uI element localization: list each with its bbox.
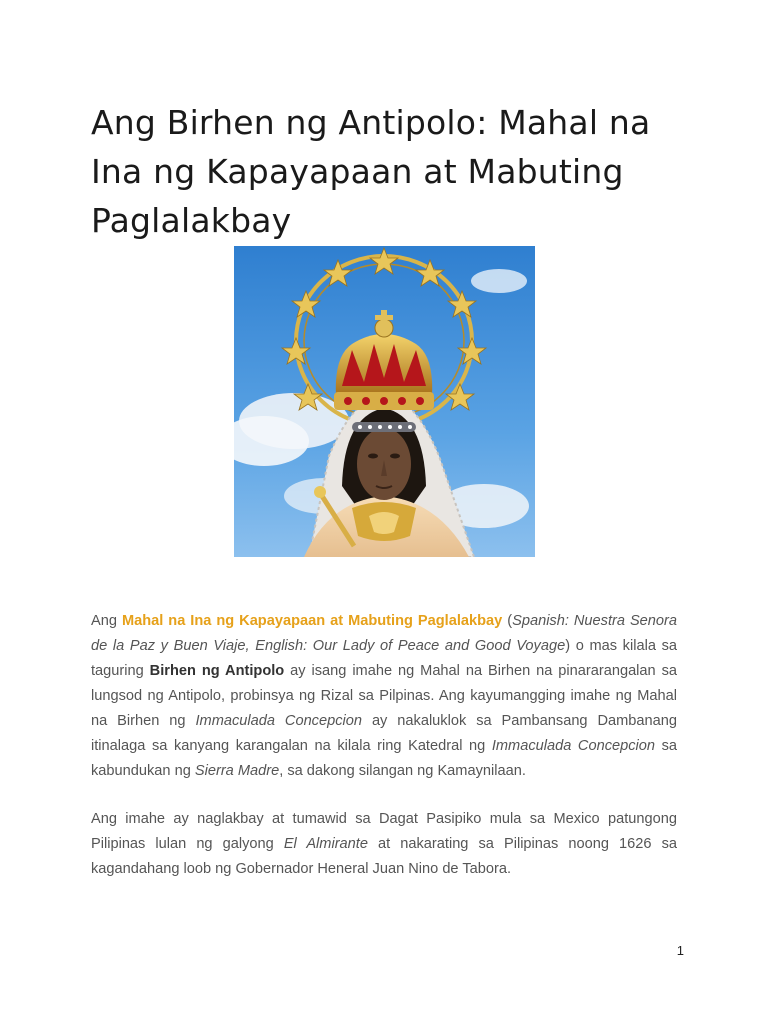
paragraph-text: sa kabundukan ng [91, 738, 677, 779]
paragraph-text: Ang [91, 613, 122, 629]
paragraph-text: ay nakaluklok sa Pambansang Dambanang itinalaga sa kanyang karangalan na kilala ring Katedral ng [91, 713, 677, 754]
popular-name: Birhen ng Antipolo [149, 663, 285, 679]
alternate-names: Spanish: Nuestra Senora de la Paz y Buen Viaje, English: Our Lady of Peace and Good Voyage [91, 613, 678, 654]
paragraph-history [91, 807, 677, 882]
highlighted-title-link[interactable]: Mahal na Ina ng Kapayapaan at Mabuting Paglalakbay [121, 613, 503, 629]
virgin-antipolo-image [234, 246, 535, 557]
page-number: 1 [676, 943, 684, 958]
paragraph-text: ) o mas kilala sa taguring [91, 638, 677, 679]
italic-term: Immaculada Concepcion [491, 738, 655, 754]
paragraph-text: at nakarating sa Pilipinas noong 1626 sa kagandahang loob ng Gobernador Heneral Juan Nino de Tabora. [91, 836, 677, 877]
italic-term: Immaculada Concepcion [195, 713, 362, 729]
paragraph-text: , sa dakong silangan ng Kamaynilaan. [279, 763, 526, 779]
paragraph-text: Ang imahe ay naglakbay at tumawid sa Dagat Pasipiko mula sa Mexico patungong Pilipinas lulan ng galyong [91, 811, 677, 852]
italic-term: Sierra Madre [194, 763, 280, 779]
paragraph-text: ( [502, 613, 513, 629]
paragraph-text: ay isang imahe ng Mahal na Birhen na pinararangalan sa lungsod ng Antipolo, probinsya ng Rizal sa Pilpinas. Ang kayumangging imahe ng Mahal na Birhen ng [91, 663, 678, 729]
paragraph-intro [91, 609, 677, 784]
italic-term: El Almirante [283, 836, 368, 852]
document-title: Ang Birhen ng Antipolo: Mahal na Ina ng Kapayapaan at Mabuting Paglalakbay [91, 103, 651, 240]
